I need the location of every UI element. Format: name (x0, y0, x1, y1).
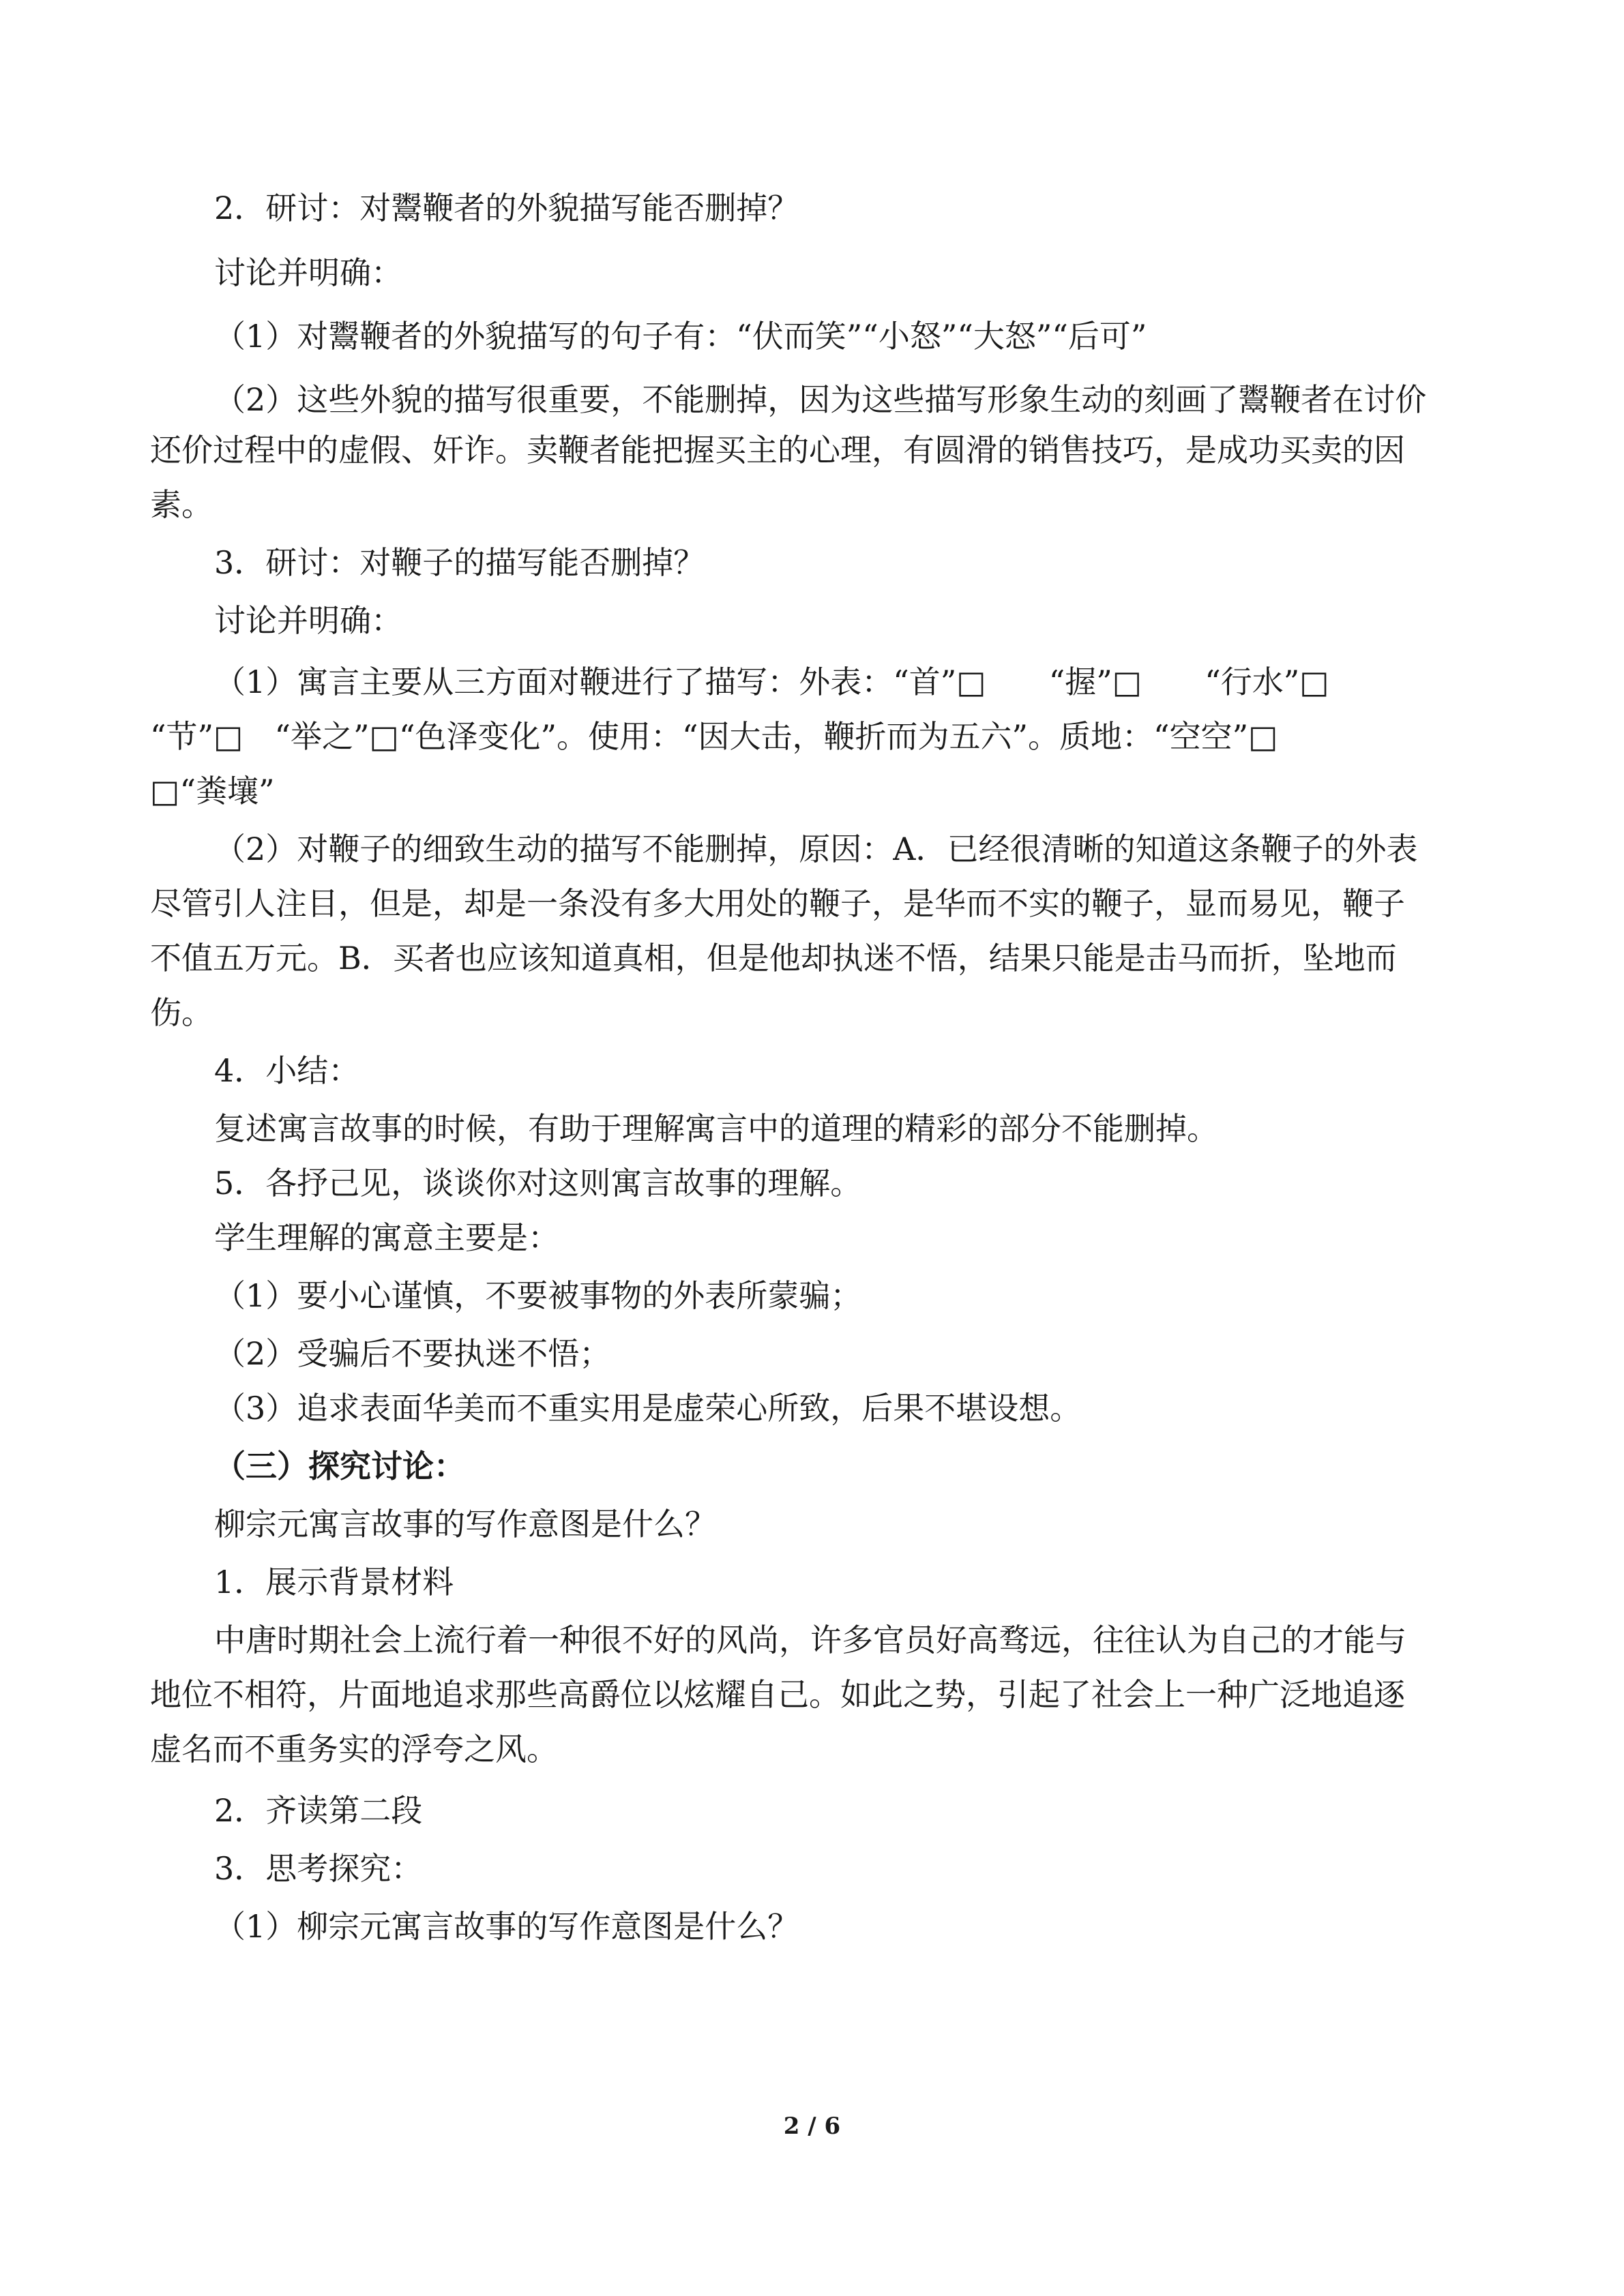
paragraph-line: 素。 (150, 486, 213, 523)
paragraph-line: 讨论并明确： (214, 254, 402, 291)
paragraph-line: 柳宗元寓言故事的写作意图是什么？ (214, 1506, 716, 1542)
paragraph-line: （三）探究讨论： (214, 1448, 465, 1485)
paragraph-line: 尽管引人注目，但是，却是一条没有多大用处的鞭子，是华而不实的鞭子，显而易见，鞭子 (150, 885, 1405, 922)
paragraph-line: （1）寓言主要从三方面对鞭进行了描写：外表：“首”□ “握”□ “行水”□ (214, 664, 1329, 700)
paragraph-line: 不值五万元。B．买者也应该知道真相，但是他却执迷不悟，结果只能是击马而折，坠地而 (150, 940, 1397, 976)
page-number: 2 / 6 (783, 2113, 841, 2140)
paragraph-line: 4．小结： (214, 1052, 360, 1089)
paragraph-line: 复述寓言故事的时候，有助于理解寓言中的道理的精彩的部分不能删掉。 (214, 1110, 1218, 1147)
paragraph-line: （2）这些外貌的描写很重要，不能删掉，因为这些描写形象生动的刻画了鬻鞭者在讨价 (214, 381, 1427, 418)
paragraph-line: （2）受骗后不要执迷不悟； (214, 1335, 611, 1372)
paragraph-line: 虚名而不重务实的浮夸之风。 (150, 1731, 558, 1768)
paragraph-line: 还价过程中的虚假、奸诈。卖鞭者能把握买主的心理，有圆滑的销售技巧，是成功买卖的因 (150, 432, 1405, 468)
paragraph-line: 地位不相符，片面地追求那些高爵位以炫耀自己。如此之势，引起了社会上一种广泛地追逐 (150, 1676, 1405, 1713)
paragraph-line: “节”□ “举之”□“色泽变化”。使用：“因大击，鞭折而为五六”。质地：“空空”□ (150, 718, 1278, 755)
paragraph-line: 学生理解的寓意主要是： (214, 1219, 559, 1256)
paragraph-line: （2）对鞭子的细致生动的描写不能删掉，原因：A．已经很清晰的知道这条鞭子的外表 (214, 831, 1418, 867)
paragraph-line: 伤。 (150, 994, 213, 1031)
paragraph-line: 5．各抒己见，谈谈你对这则寓言故事的理解。 (214, 1165, 862, 1202)
paragraph-line: （3）追求表面华美而不重实用是虚荣心所致，后果不堪设想。 (214, 1390, 1082, 1427)
paragraph-line: 1．展示背景材料 (214, 1564, 454, 1600)
paragraph-line: （1）要小心谨慎，不要被事物的外表所蒙骗； (214, 1277, 862, 1314)
paragraph-line: 讨论并明确： (214, 602, 402, 639)
paragraph-line: （1）对鬻鞭者的外貌描写的句子有：“伏而笑”“小怒”“大怒”“后可” (214, 318, 1147, 355)
paragraph-line: 3．研讨：对鞭子的描写能否删掉？ (214, 544, 705, 581)
paragraph-line: 2．研讨：对鬻鞭者的外貌描写能否删掉？ (214, 190, 799, 226)
paragraph-line: 2．齐读第二段 (214, 1792, 423, 1829)
paragraph-line: 中唐时期社会上流行着一种很不好的风尚，许多官员好高骛远，往往认为自己的才能与 (214, 1622, 1406, 1658)
paragraph-line: （1）柳宗元寓言故事的写作意图是什么？ (214, 1908, 799, 1945)
paragraph-line: 3．思考探究： (214, 1850, 423, 1887)
paragraph-line: □“粪壤” (150, 773, 275, 809)
